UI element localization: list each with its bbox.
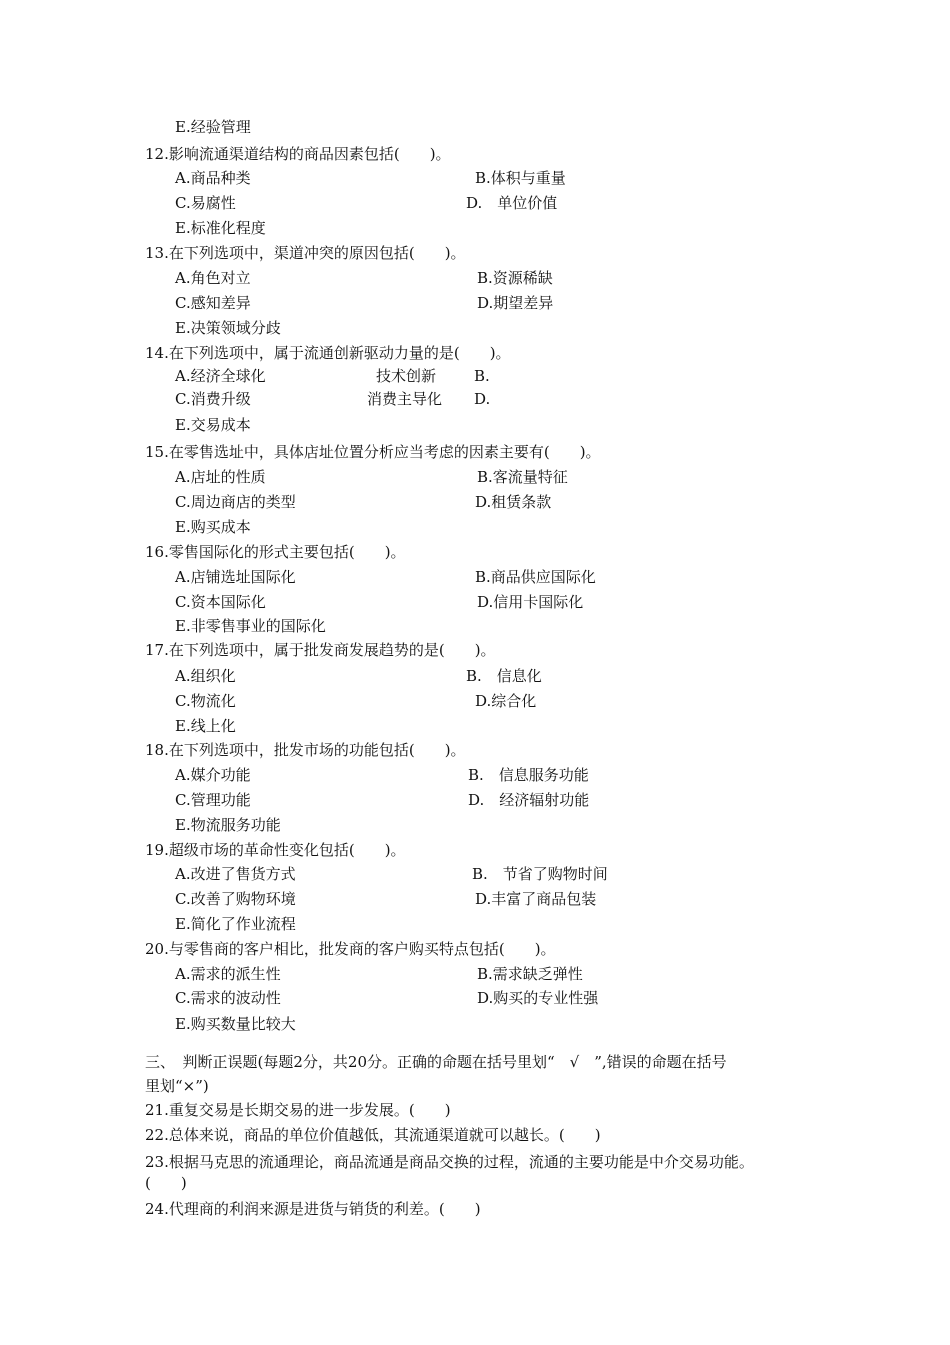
q20-option-a: A.需求的派生性 xyxy=(175,965,281,983)
q11-option-e: E.经验管理 xyxy=(175,118,251,136)
q16-option-c: C.资本国际化 xyxy=(175,593,266,611)
q12-option-b: B.体积与重量 xyxy=(475,169,566,187)
q12-option-a: A.商品种类 xyxy=(175,169,251,187)
q14-option-b-letter: B. xyxy=(474,367,490,385)
q15-option-c: C.周边商店的类型 xyxy=(175,493,296,511)
q16-stem: 16.零售国际化的形式主要包括( )。 xyxy=(145,543,406,561)
q15-option-b: B.客流量特征 xyxy=(477,468,568,486)
q13-option-c: C.感知差异 xyxy=(175,294,251,312)
q14-option-d-letter: D. xyxy=(474,390,491,408)
q21-stem: 21.重复交易是长期交易的进一步发展。( ) xyxy=(145,1101,451,1119)
q15-option-d: D.租赁条款 xyxy=(475,493,552,511)
q24-stem: 24.代理商的利润来源是进货与销货的利差。( ) xyxy=(145,1200,481,1218)
q18-option-b: B. 信息服务功能 xyxy=(468,766,589,784)
q18-option-d: D. 经济辐射功能 xyxy=(468,791,590,809)
q17-option-c: C.物流化 xyxy=(175,692,236,710)
q17-option-b: B. 信息化 xyxy=(466,667,542,685)
q20-option-c: C.需求的波动性 xyxy=(175,989,281,1007)
q16-option-a: A.店铺选址国际化 xyxy=(175,568,296,586)
q18-option-c: C.管理功能 xyxy=(175,791,251,809)
q12-option-e: E.标准化程度 xyxy=(175,219,266,237)
q14-option-c: C.消费升级 xyxy=(175,390,251,408)
q20-option-b: B.需求缺乏弹性 xyxy=(477,965,583,983)
q19-option-c: C.改善了购物环境 xyxy=(175,890,296,908)
q13-option-a: A.角色对立 xyxy=(175,269,251,287)
q19-option-a: A.改进了售货方式 xyxy=(175,865,296,883)
q18-option-a: A.媒介功能 xyxy=(175,766,251,784)
q19-option-b: B. 节省了购物时间 xyxy=(472,865,608,883)
q12-option-c: C.易腐性 xyxy=(175,194,236,212)
q23-paren: ( ) xyxy=(145,1174,187,1192)
q15-stem: 15.在零售选址中，具体店址位置分析应当考虑的因素主要有( )。 xyxy=(145,443,601,461)
q17-option-a: A.组织化 xyxy=(175,667,236,685)
q19-option-e: E.简化了作业流程 xyxy=(175,915,296,933)
q16-option-d: D.信用卡国际化 xyxy=(477,593,584,611)
q14-stem: 14.在下列选项中，属于流通创新驱动力量的是( )。 xyxy=(145,344,511,362)
q22-stem: 22.总体来说，商品的单位价值越低，其流通渠道就可以越长。( ) xyxy=(145,1126,601,1144)
q14-option-e: E.交易成本 xyxy=(175,416,251,434)
q17-option-e: E.线上化 xyxy=(175,717,236,735)
q16-option-b: B.商品供应国际化 xyxy=(475,568,596,586)
q12-stem: 12.影响流通渠道结构的商品因素包括( )。 xyxy=(145,145,451,163)
q18-option-e: E.物流服务功能 xyxy=(175,816,281,834)
q20-option-e: E.购买数量比较大 xyxy=(175,1015,296,1033)
q13-option-e: E.决策领域分歧 xyxy=(175,319,281,337)
q14-option-d-text: 消费主导化 xyxy=(367,390,443,408)
q16-option-e: E.非零售事业的国际化 xyxy=(175,617,326,635)
q19-option-d: D.丰富了商品包装 xyxy=(475,890,597,908)
q17-stem: 17.在下列选项中，属于批发商发展趋势的是( )。 xyxy=(145,641,496,659)
q17-option-d: D.综合化 xyxy=(475,692,537,710)
section-3-heading-cont: 里划“×”) xyxy=(145,1077,209,1095)
section-3-heading: 三、 判断正误题(每题2分，共20分。正确的命题在括号里划“ √ ”,错误的命题在括号 xyxy=(145,1053,727,1071)
q15-option-a: A.店址的性质 xyxy=(175,468,266,486)
q19-stem: 19.超级市场的革命性变化包括( )。 xyxy=(145,841,406,859)
q23-stem: 23.根据马克思的流通理论，商品流通是商品交换的过程，流通的主要功能是中介交易功能。 xyxy=(145,1153,754,1171)
q12-option-d: D. 单位价值 xyxy=(466,194,558,212)
q14-option-b-text: 技术创新 xyxy=(376,367,437,385)
q18-stem: 18.在下列选项中，批发市场的功能包括( )。 xyxy=(145,741,466,759)
q14-option-a: A.经济全球化 xyxy=(175,367,266,385)
q13-stem: 13.在下列选项中，渠道冲突的原因包括( )。 xyxy=(145,244,466,262)
q13-option-d: D.期望差异 xyxy=(477,294,554,312)
q13-option-b: B.资源稀缺 xyxy=(477,269,553,287)
q20-option-d: D.购买的专业性强 xyxy=(477,989,599,1007)
q20-stem: 20.与零售商的客户相比，批发商的客户购买特点包括( )。 xyxy=(145,940,556,958)
q15-option-e: E.购买成本 xyxy=(175,518,251,536)
